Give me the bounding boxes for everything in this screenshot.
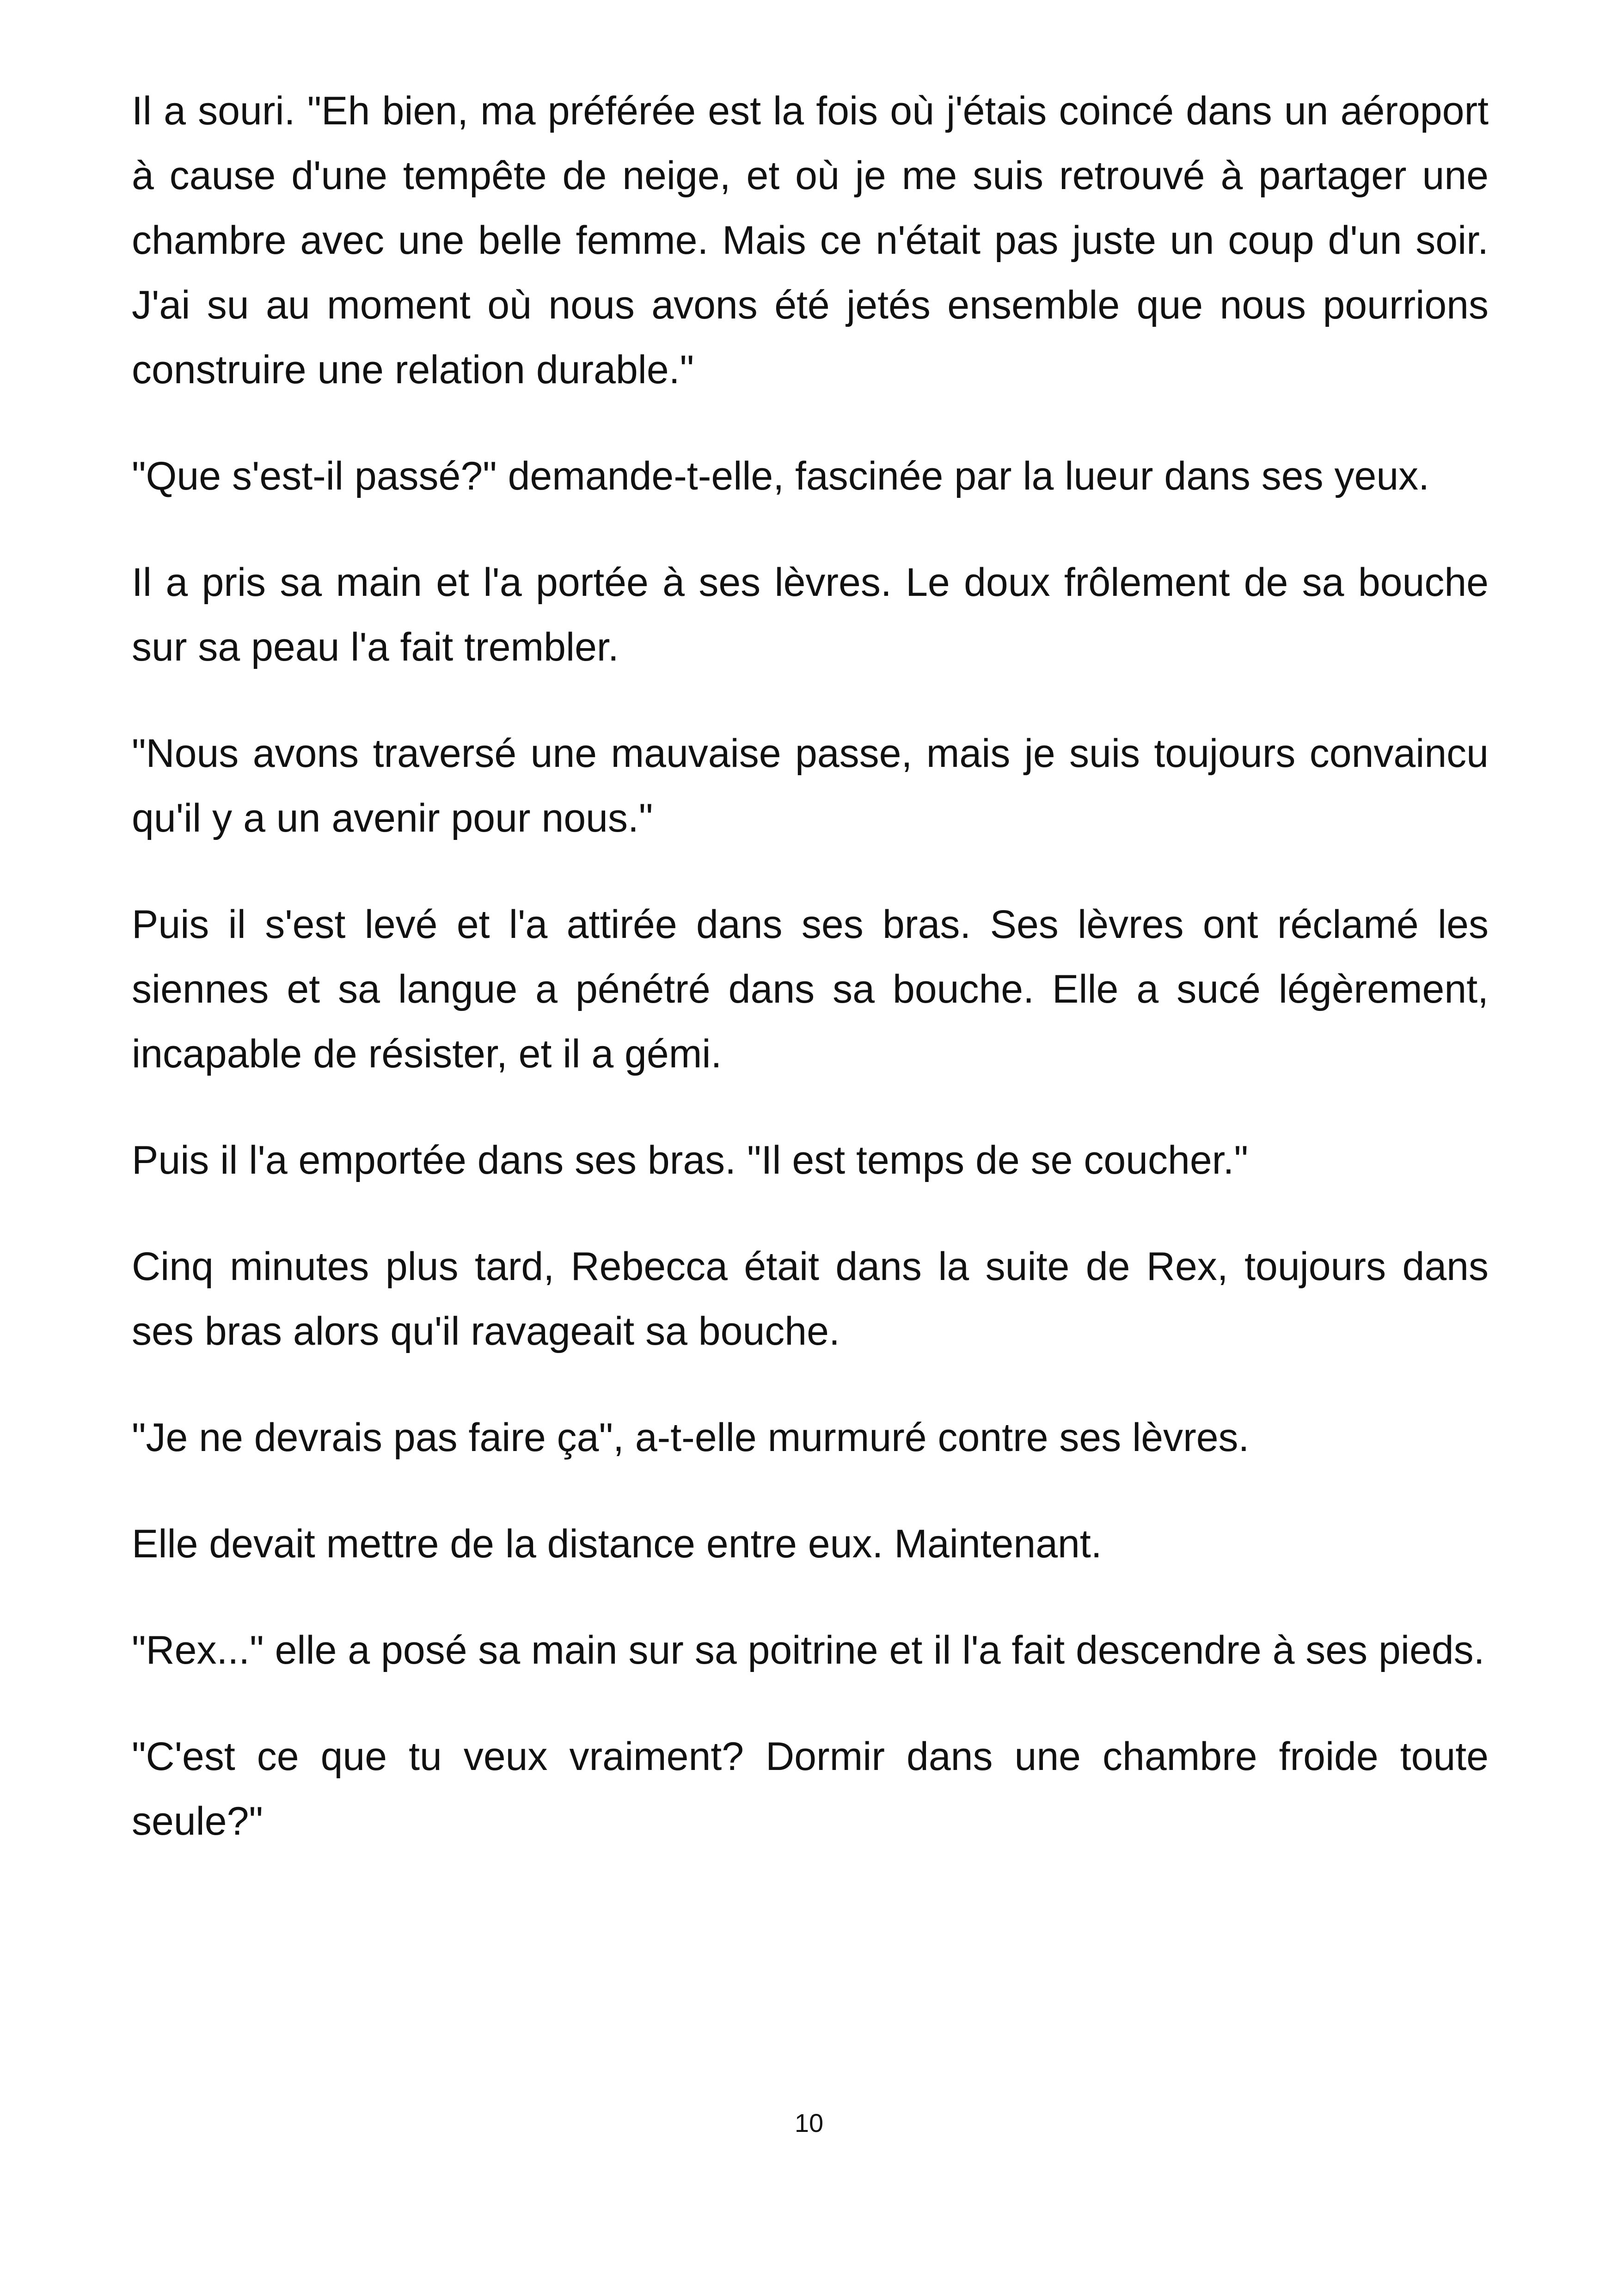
- paragraph-6: Puis il l'a emportée dans ses bras. "Il est temps de se coucher.": [132, 1138, 1248, 1182]
- paragraph-8: "Je ne devrais pas faire ça", a-t-elle murmuré contre ses lèvres.: [132, 1415, 1250, 1460]
- paragraph-9: Elle devait mettre de la distance entre eux. Maintenant.: [132, 1522, 1102, 1566]
- paragraph-7: Cinq minutes plus tard, Rebecca était dans la suite de Rex, toujours dans ses bras alors qu'il ravageait sa bouche.: [132, 1244, 1489, 1353]
- paragraph-10: "Rex..." elle a posé sa main sur sa poitrine et il l'a fait descendre à ses pieds.: [132, 1628, 1485, 1672]
- paragraph-4: "Nous avons traversé une mauvaise passe, mais je suis toujours convaincu qu'il y a un avenir pour nous.": [132, 731, 1489, 840]
- paragraph-3: Il a pris sa main et l'a portée à ses lèvres. Le doux frôlement de sa bouche sur sa peau l'a fait trembler.: [132, 560, 1489, 669]
- paragraph-11: "C'est ce que tu veux vraiment? Dormir dans une chambre froide toute seule?": [132, 1734, 1489, 1843]
- page-number: 10: [794, 2108, 824, 2137]
- body-text: [132, 79, 1489, 1895]
- paragraph-5: Puis il s'est levé et l'a attirée dans ses bras. Ses lèvres ont réclamé les siennes et sa langue a pénétré dans sa bouche. Elle a sucé légèrement, incapable de résister, et il a gémi.: [132, 902, 1489, 1076]
- paragraph-2: "Que s'est-il passé?" demande-t-elle, fascinée par la lueur dans ses yeux.: [132, 454, 1430, 498]
- paragraph-1: Il a souri. "Eh bien, ma préférée est la fois où j'étais coincé dans un aéroport à cause d'une tempête de neige, et où je me suis retrouvé à partager une chambre avec une belle femme. Mais ce n'était pas juste un coup d'un soir. J'ai su au moment où nous avons été jetés ensemble que nous pourrions construire une relation durable.": [132, 89, 1489, 392]
